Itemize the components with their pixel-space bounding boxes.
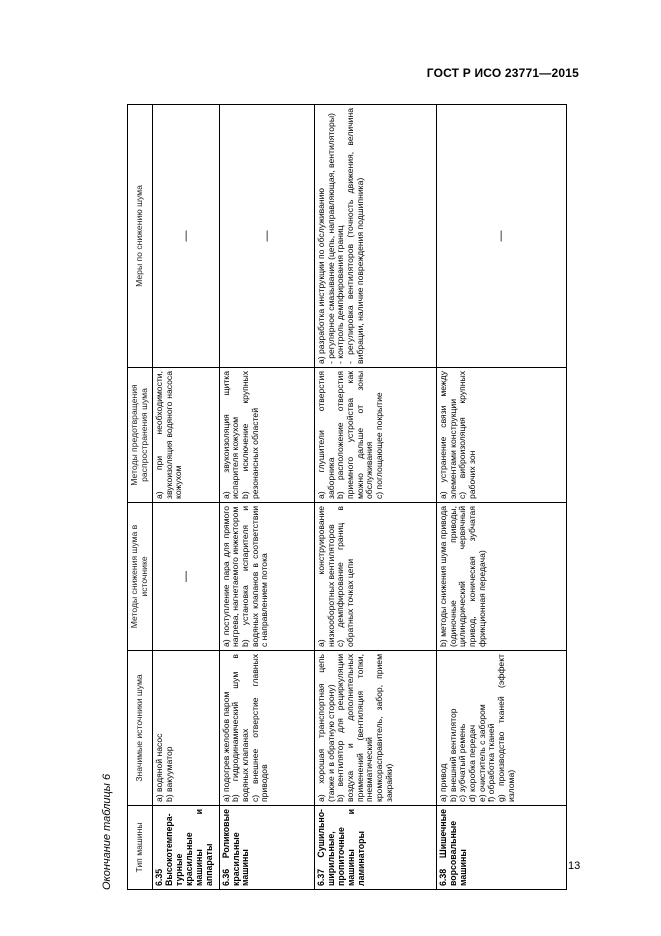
noise-sources-cell: a) подогрев желобов паром b) гидродинамический шум в водяных клапанах c) внешнее отверстие главных приводов: [219, 651, 314, 806]
column-header-noise-measures: Меры по снижению шума: [128, 105, 153, 368]
source-methods-cell: a) конструирование низкооборотных вентиляторов c) демпфирование границ в обратных точках цепи: [314, 503, 436, 651]
noise-measures-cell: —: [153, 105, 220, 368]
column-header-source-methods: Методы снижения шума в источнике: [128, 503, 153, 651]
table-caption: Окончание таблицы 6: [101, 773, 113, 890]
noise-sources-cell: a) привод b) внешний вентилятор c) зубчатый ремень d) коробка передач e) очиститель с забором f) обработка тканей g) производство тканей (эффект излома): [436, 651, 566, 806]
noise-measures-cell: —: [436, 105, 566, 368]
machine-type-cell: 6.36 Роликовые красильные машины: [219, 806, 314, 890]
column-header-propagation-methods: Методы предотвращения распространения шума: [128, 368, 153, 503]
table-header-row: [128, 105, 153, 890]
rotated-table-block: [101, 105, 567, 890]
source-methods-cell: a) поступление пара для прямого нагрева, нагнетаемого инжектором b) установка испарителя и водяных клапанов в соответствии с направлением потока: [219, 503, 314, 651]
noise-sources-cell: a) водяной насос b) вакууматор: [153, 651, 220, 806]
document-header-standard: ГОСТ Р ИСО 23771—2015: [426, 66, 579, 80]
noise-measures-cell: a) разработка инструкции по обслуживанию - регулярное смазывание (цепь, направляющая, вентиляторы) - контроль демпфирования границ - регулировка вентиляторов (точность движения, величина вибрации, наличие повреждения подшипника): [314, 105, 436, 368]
source-methods-cell: b) методы снижения шума привода (одиночные приводы, цилиндрический червячный привод, коническая зубчатая фрикционная передача): [436, 503, 566, 651]
machine-type-cell: 6.37 Сушильно-ширильные, пропиточные машины и ламинаторы: [314, 806, 436, 890]
table-row: [314, 105, 436, 890]
table-row: [219, 105, 314, 890]
table-row: [436, 105, 566, 890]
source-methods-cell: —: [153, 503, 220, 651]
propagation-methods-cell: a) при необходимости, звукоизоляция водяного насоса кожухом: [153, 368, 220, 503]
propagation-methods-cell: a) устранение связи между элементами конструкции c) виброизоляция крупных рабочих зон: [436, 368, 566, 503]
machine-type-cell: 6.35 Высокотемпера-турные красильные машины и аппараты: [153, 806, 220, 890]
propagation-methods-cell: a) глушители отверстия заборника b) расположение отверстия приемного устройства как можно дальше от зоны обслуживания c) поглощающее покрытие: [314, 368, 436, 503]
column-header-noise-sources: Значимые источники шума: [128, 651, 153, 806]
table-row: [153, 105, 220, 890]
noise-sources-cell: a) хорошая транспортная цепь (также и в обратную сторону) b) вентилятор для рециркуляции воздуха и дополнительных применений (вентиляция топки, пневматический кромкорасправитель, забор, прием закрайки): [314, 651, 436, 806]
page-number: 13: [568, 860, 581, 872]
machine-type-cell: 6.38 Шишечные ворсовальные машины: [436, 806, 566, 890]
propagation-methods-cell: a) звукоизоляция щитка испарителя кожухом b) исключение крупных резонансных областей: [219, 368, 314, 503]
column-header-machine-type: Тип машины: [128, 806, 153, 890]
noise-measures-cell: —: [219, 105, 314, 368]
noise-measures-table: [127, 104, 567, 890]
